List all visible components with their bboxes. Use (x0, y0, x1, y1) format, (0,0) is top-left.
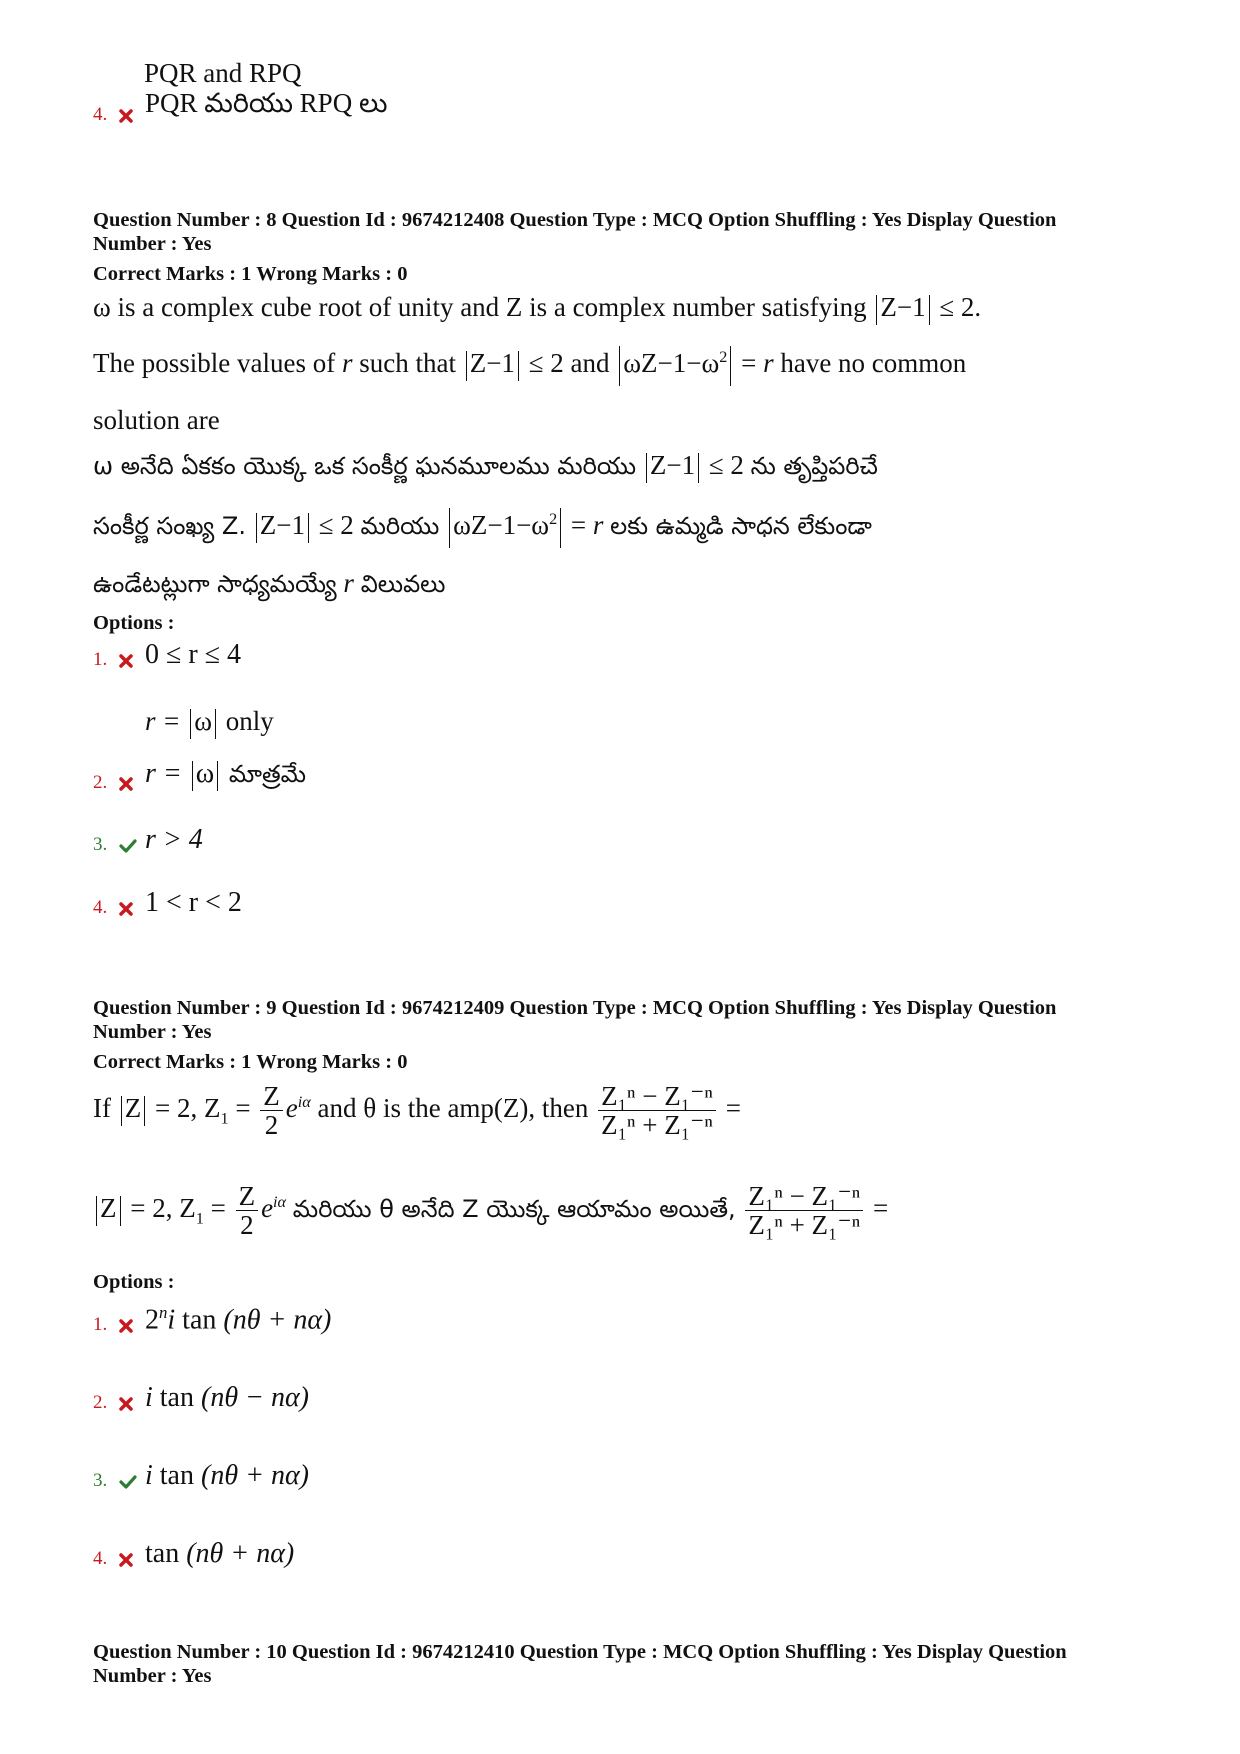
text: సంకీర్ణ సంఖ్య Z. (93, 512, 246, 541)
math: Z (100, 1193, 117, 1224)
var-r: r (343, 568, 354, 598)
text: ను తృప్తిపరిచే (750, 452, 878, 480)
math: ≤ 2 (708, 450, 744, 480)
prev-option-english: PQR and RPQ (144, 58, 302, 88)
fraction-ratio (745, 1182, 863, 1240)
option-number: 1. (93, 1314, 108, 1335)
q8-meta-line2: Number : Yes (93, 233, 212, 255)
math: 2 (145, 1304, 159, 1335)
cross-icon (119, 902, 133, 916)
fraction-z-over-2 (260, 1082, 283, 1140)
sup: iα (273, 1193, 287, 1212)
math: i (167, 1304, 176, 1335)
math: = (570, 510, 587, 541)
text: and θ is the amp(Z), then (317, 1093, 589, 1124)
text: such that (359, 348, 456, 379)
text: have no common (780, 348, 967, 379)
den: 2 (240, 1210, 254, 1241)
math: ω (194, 706, 213, 736)
option-number: 4. (93, 1548, 108, 1569)
cross-icon (119, 1553, 133, 1567)
math: = 2, (130, 1193, 173, 1224)
den: Z₁ⁿ + Z₁⁻ⁿ (601, 1110, 713, 1141)
math: i (145, 1382, 153, 1413)
q8-en-line1 (93, 292, 981, 325)
math: Z (124, 1093, 142, 1124)
prev-option-telugu: PQR మరియు RPQ లు (145, 88, 388, 118)
math: tan (182, 1304, 217, 1335)
num: Z (260, 1082, 283, 1111)
q10-meta-line1: Question Number : 10 Question Id : 9674212410 Question Type : MCQ Option Shuffling : Yes Display Question (93, 1641, 1067, 1663)
option-text (145, 758, 306, 794)
q9-en-line (93, 1082, 741, 1140)
cross-icon (119, 1397, 133, 1411)
option-number: 4. (93, 897, 108, 918)
math: ≤ 2 (528, 348, 564, 379)
q8-te-line2 (93, 508, 872, 548)
q8-te-line3 (93, 568, 445, 604)
q8-meta (93, 208, 1153, 256)
math: tan (145, 1538, 180, 1569)
sup: 2 (719, 348, 728, 367)
text: and (570, 348, 610, 379)
math: Z−1 (649, 450, 696, 480)
math: ωZ−1−ω (453, 510, 550, 541)
text: The possible values of (93, 348, 336, 379)
den: Z₁ⁿ + Z₁⁻ⁿ (748, 1210, 861, 1241)
option-text (145, 1382, 309, 1414)
num: Z₁ⁿ − Z₁⁻ⁿ (598, 1082, 716, 1111)
q8-option-2-english (145, 706, 274, 739)
math: ω (195, 758, 215, 789)
cross-icon (119, 1319, 133, 1333)
sup: iα (297, 1093, 311, 1112)
q8-meta-line1: Question Number : 8 Question Id : 9674212408 Question Type : MCQ Option Shuffling : Yes Display Question (93, 209, 1057, 231)
math: ≤ 2 (318, 510, 354, 541)
q9-marks: Correct Marks : 1 Wrong Marks : 0 (93, 1051, 408, 1073)
sup: 2 (549, 510, 558, 529)
sup: n (159, 1302, 168, 1322)
math: (nθ + nα) (201, 1460, 309, 1491)
math: tan (159, 1382, 194, 1413)
q9-meta-line1: Question Number : 9 Question Id : 9674212409 Question Type : MCQ Option Shuffling : Yes Display Question (93, 997, 1057, 1019)
math: ωZ−1−ω (623, 348, 720, 379)
cross-icon (119, 109, 133, 123)
math: = (741, 348, 757, 379)
q8-te-line1 (93, 450, 878, 486)
var-r: r (592, 510, 604, 541)
option-number: 1. (93, 649, 108, 670)
option-number: 3. (93, 834, 108, 855)
q8-options-label: Options : (93, 612, 175, 634)
text: only (219, 706, 274, 736)
option-number: 2. (93, 772, 108, 793)
option-number: 3. (93, 1470, 108, 1491)
check-icon (119, 839, 137, 853)
text: మాత్రమే (221, 760, 307, 788)
q10-meta (93, 1640, 1153, 1688)
math: (nθ + nα) (186, 1538, 295, 1569)
text: ఉండేటట్లుగా సాధ్యమయ్యే (93, 570, 337, 598)
option-text: 0 ≤ r ≤ 4 (145, 639, 242, 670)
num: Z (236, 1182, 259, 1211)
cross-icon (119, 654, 133, 668)
math: Z (179, 1193, 196, 1224)
math: (nθ + nα) (223, 1304, 332, 1335)
q8-math: Z−1 (880, 292, 926, 322)
check-icon (119, 1475, 137, 1489)
math: Z (203, 1093, 221, 1124)
text: If (93, 1093, 111, 1124)
math: = (872, 1193, 889, 1224)
math: (nθ − nα) (201, 1382, 309, 1413)
q9-te-line (93, 1182, 888, 1240)
option-text (145, 1538, 294, 1570)
math: e (285, 1093, 298, 1124)
sub: 1 (195, 1209, 204, 1228)
q9-meta (93, 996, 1153, 1044)
fraction-ratio (598, 1082, 716, 1140)
text: ω అనేది ఏకకం యొక్క ఒక సంకీర్ణ ఘనమూలము మరియు (93, 452, 637, 480)
text: మరియు (360, 512, 440, 541)
q10-meta-line2: Number : Yes (93, 1665, 212, 1687)
math: i (145, 1460, 153, 1491)
math: Z−1 (259, 510, 305, 541)
q8-marks: Correct Marks : 1 Wrong Marks : 0 (93, 263, 408, 285)
math: r = (145, 758, 189, 789)
option-text (145, 1460, 309, 1492)
option-text: 1 < r < 2 (145, 887, 242, 918)
var-r: r (763, 348, 774, 379)
option-text (145, 1303, 331, 1336)
text: మరియు θ అనేది Z యొక్క ఆయామం అయితే, (292, 1195, 736, 1224)
q8-en-line2 (93, 346, 966, 386)
q8-en-line3: solution are (93, 405, 220, 435)
var-r: r (341, 348, 353, 379)
text: విలువలు (360, 570, 446, 598)
q9-options-label: Options : (93, 1271, 175, 1293)
option-number: 2. (93, 1392, 108, 1413)
q9-meta-line2: Number : Yes (93, 1021, 212, 1043)
den: 2 (264, 1110, 279, 1141)
cross-icon (119, 777, 133, 791)
math: e (261, 1193, 274, 1224)
math: = 2, (154, 1093, 198, 1124)
math: = (725, 1093, 741, 1124)
math: = (210, 1193, 226, 1224)
math: Z−1 (469, 348, 515, 379)
sub: 1 (220, 1109, 229, 1128)
q8-math-tail: ≤ 2. (939, 292, 982, 322)
fraction-z-over-2 (236, 1182, 259, 1240)
math: r = (145, 706, 188, 736)
option-text: r > 4 (145, 824, 203, 855)
num: Z₁ⁿ − Z₁⁻ⁿ (745, 1182, 863, 1211)
math: tan (159, 1460, 194, 1491)
text: లకు ఉమ్మడి సాధన లేకుండా (610, 512, 872, 541)
math: = (235, 1093, 251, 1124)
option-number: 4. (93, 104, 108, 125)
q8-en-text: ω is a complex cube root of unity and Z is a complex number satisfying (93, 292, 867, 322)
